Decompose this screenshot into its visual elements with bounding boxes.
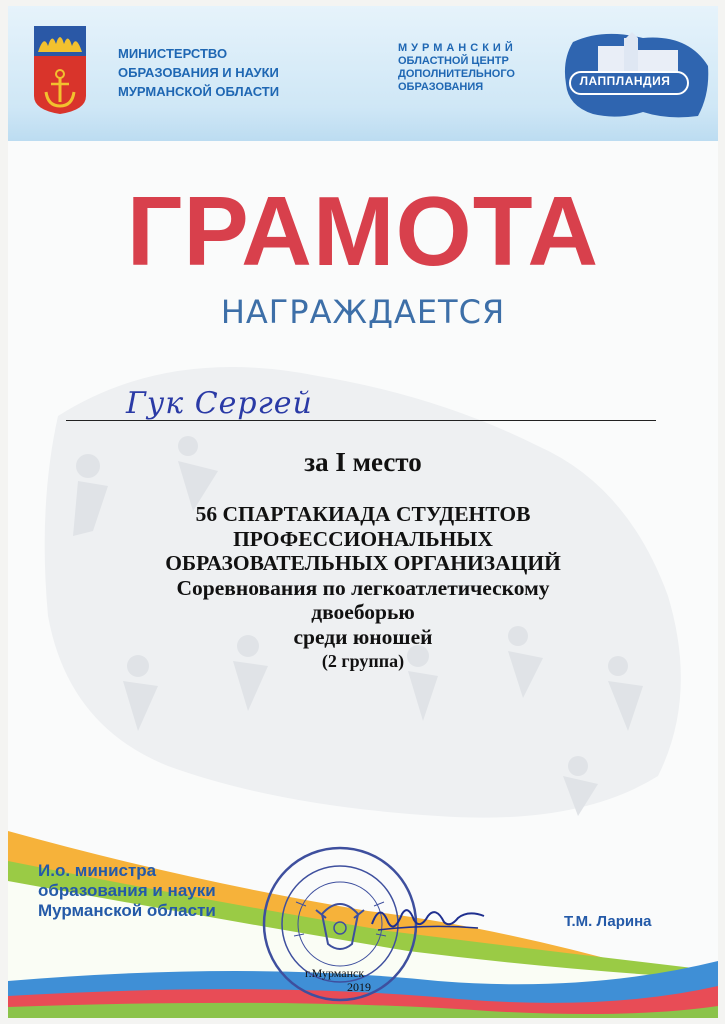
- recipient-underline: [66, 420, 656, 421]
- signature: [368, 894, 488, 939]
- signer-name: Т.М. Ларина: [564, 913, 652, 930]
- recipient-name: Гук Сергей: [126, 386, 313, 421]
- event-group: (2 группа): [321, 651, 405, 671]
- signer-line: И.о. министра: [38, 861, 157, 880]
- ministry-line: МУРМАНСКОЙ ОБЛАСТИ: [118, 84, 280, 99]
- event-line: среди юношей: [293, 624, 433, 649]
- ministry-name: [118, 44, 279, 101]
- stamp-city: г.Мурманск: [305, 966, 365, 980]
- centre-line: ДОПОЛНИТЕЛЬНОГО: [398, 68, 515, 80]
- centre-line: ОБРАЗОВАНИЯ: [398, 81, 484, 93]
- signer-title: [38, 861, 216, 921]
- signer-line: образования и науки: [38, 881, 216, 900]
- header-band: [8, 6, 718, 141]
- event-line: Соревнования по легкоатлетическому: [176, 575, 550, 600]
- education-centre-name: [398, 42, 517, 94]
- awarded-heading: НАГРАЖДАЕТСЯ: [220, 293, 506, 331]
- event-line: 56 СПАРТАКИАДА СТУДЕНТОВ: [195, 502, 531, 526]
- ministry-line: ОБРАЗОВАНИЯ И НАУКИ: [118, 65, 279, 80]
- centre-line: ОБЛАСТНОЙ ЦЕНТР: [398, 55, 509, 67]
- certificate-title: ГРАМОТА: [126, 176, 600, 286]
- centre-line: МУРМАНСКИЙ: [398, 42, 517, 54]
- lapland-logo-text: ЛАППЛАНДИЯ: [579, 74, 671, 88]
- event-line: ПРОФЕССИОНАЛЬНЫХ: [233, 526, 493, 551]
- event-description: [8, 502, 718, 673]
- signer-line: Мурманской области: [38, 901, 216, 920]
- issue-year: 2019: [347, 980, 371, 994]
- coat-of-arms-icon: [34, 26, 86, 114]
- award-place: за I место: [304, 447, 422, 477]
- event-line: ОБРАЗОВАТЕЛЬНЫХ ОРГАНИЗАЦИЙ: [165, 551, 561, 575]
- event-line: двоеборью: [311, 600, 415, 624]
- certificate-sheet: [8, 6, 718, 1018]
- ministry-line: МИНИСТЕРСТВО: [118, 46, 228, 61]
